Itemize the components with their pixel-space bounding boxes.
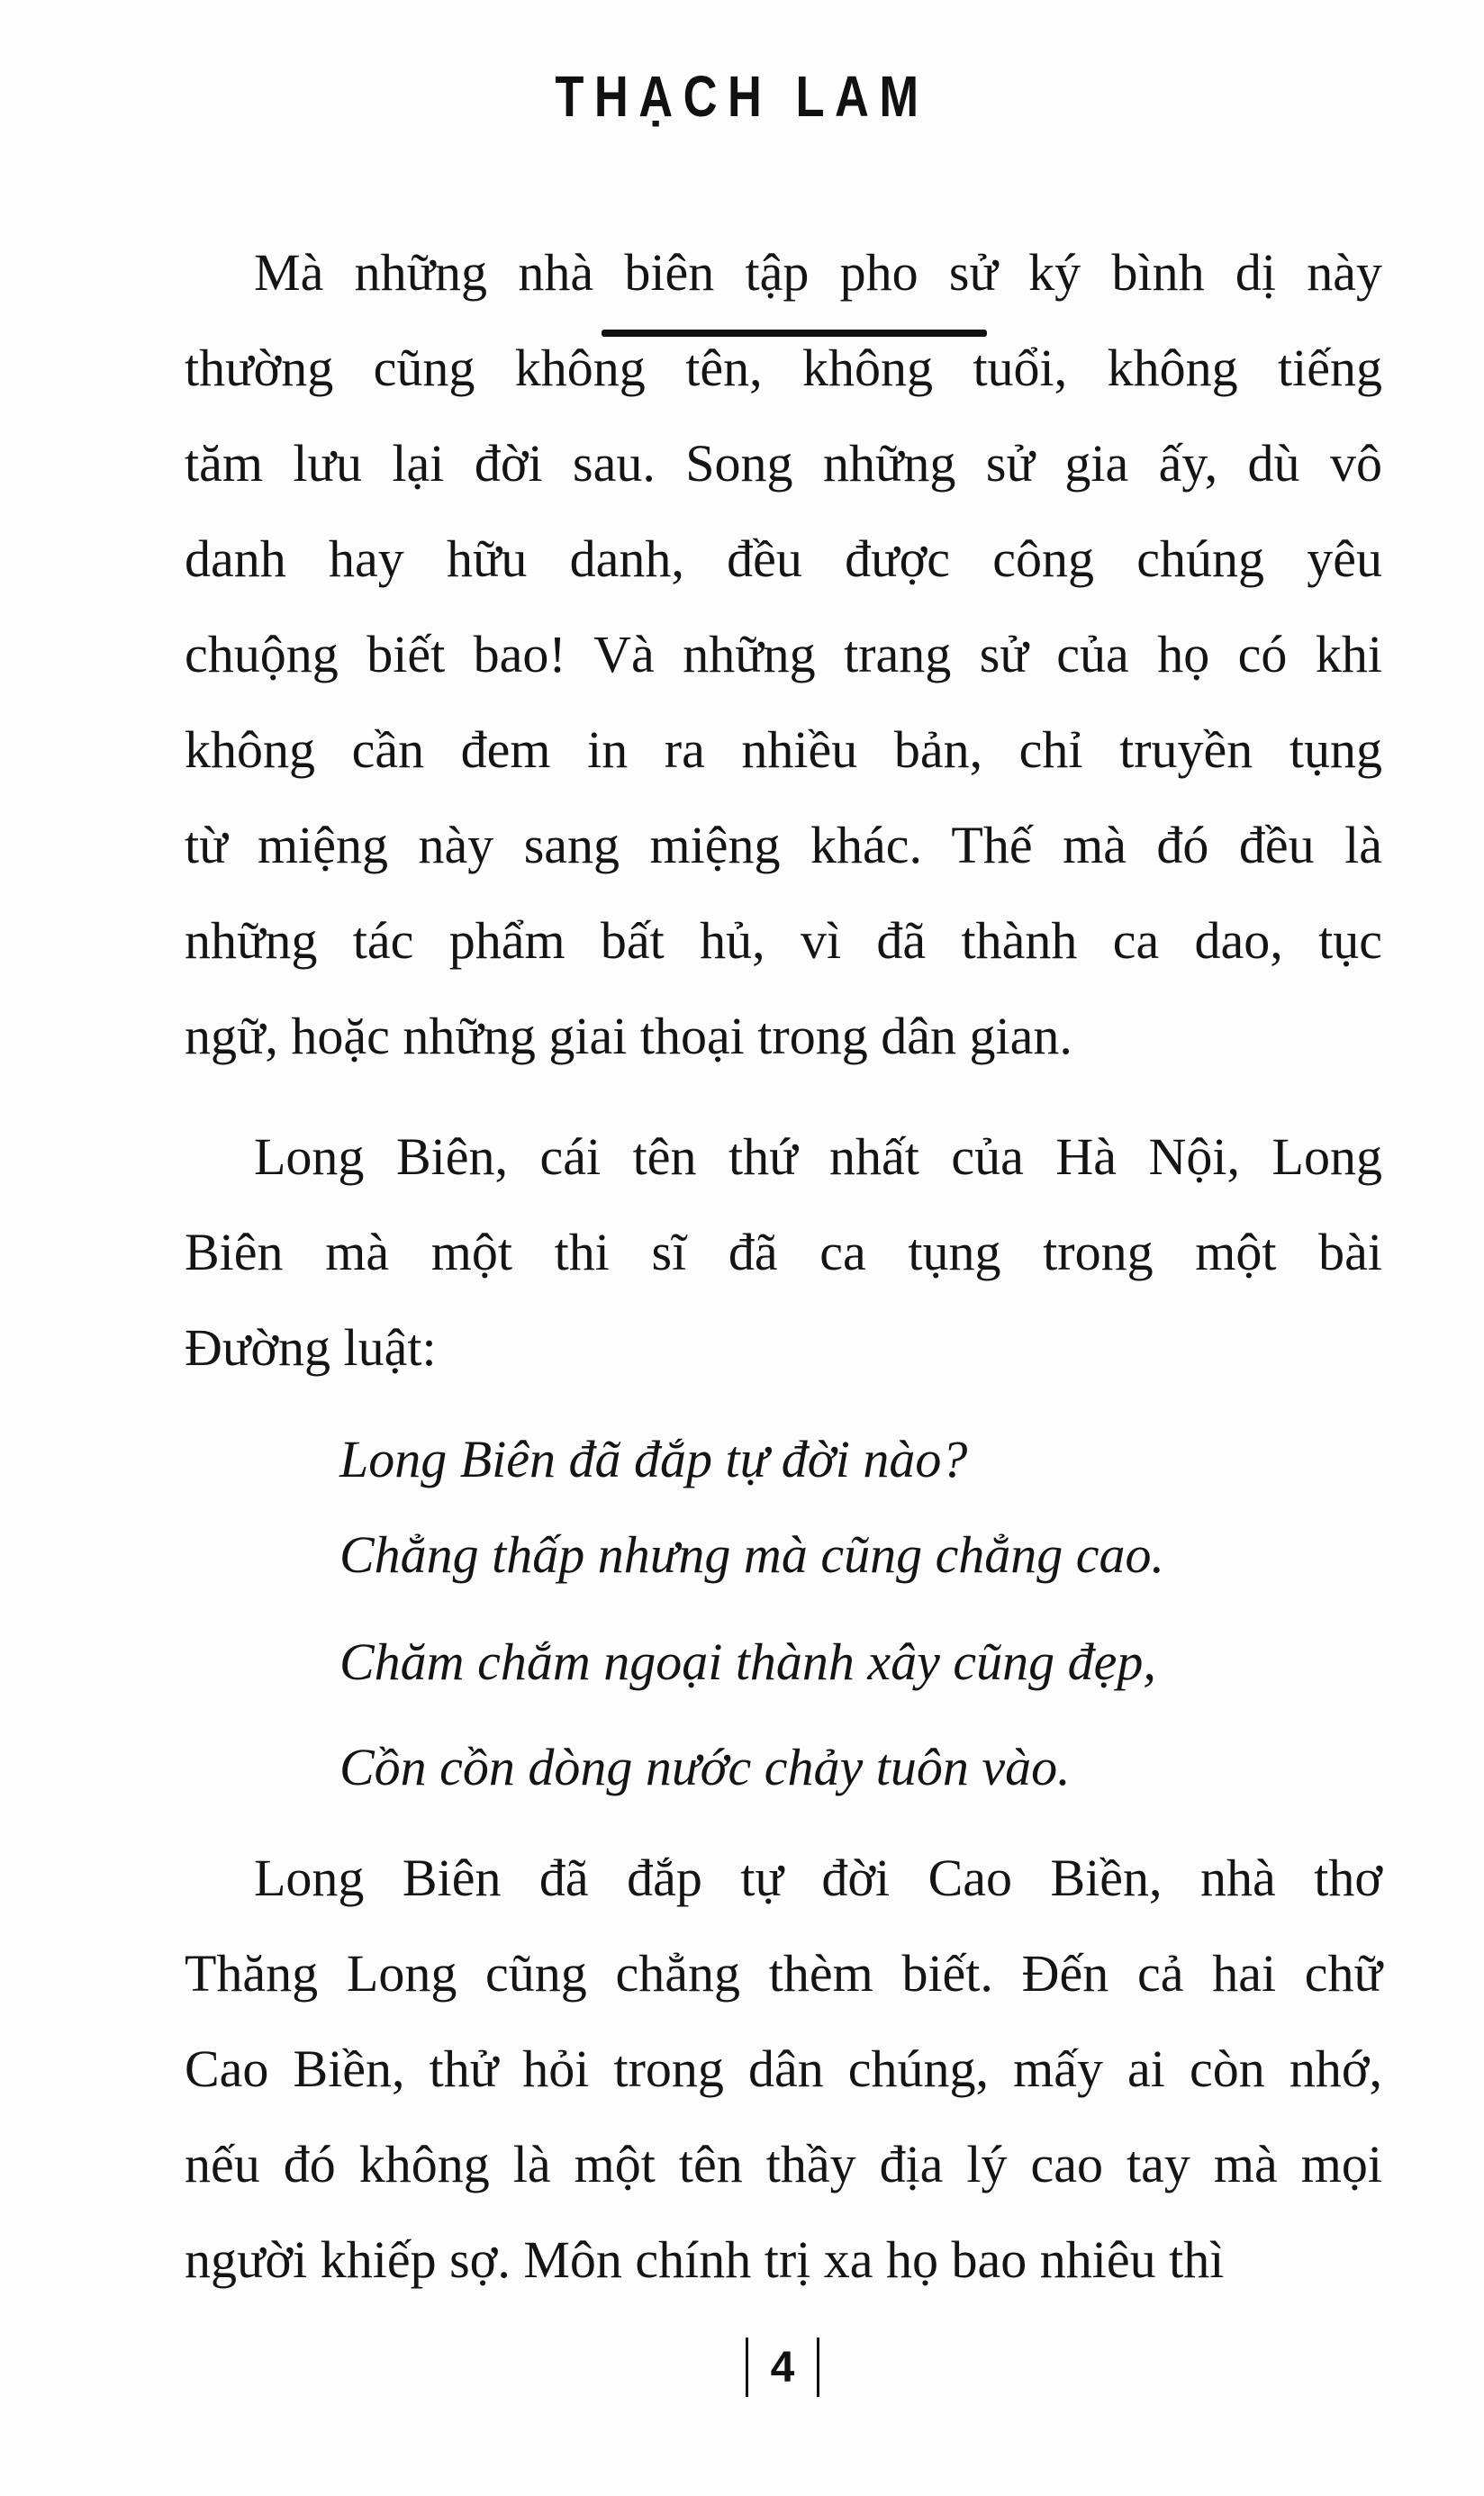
poem-verse-line: Long Biên đã đắp tự đời nào? bbox=[339, 1430, 968, 1488]
paragraph-2-line: Biên mà một thi sĩ đã ca tụng trong một bài bbox=[185, 1223, 1382, 1281]
paragraph-1-line: từ miệng này sang miệng khác. Thế mà đó đều là bbox=[185, 816, 1382, 874]
page-number-left-bar bbox=[746, 2338, 748, 2397]
paragraph-3-line: Cao Biền, thử hỏi trong dân chúng, mấy ai còn nhớ, bbox=[185, 2039, 1382, 2098]
paragraph-1-line: không cần đem in ra nhiều bản, chỉ truyền tụng bbox=[185, 720, 1382, 779]
page-number bbox=[742, 2338, 823, 2397]
page-number-value: 4 bbox=[770, 2343, 795, 2392]
paragraph-1-line: danh hay hữu danh, đều được công chúng yêu bbox=[185, 529, 1382, 588]
poem-verse-line: Chẳng thấp nhưng mà cũng chẳng cao. bbox=[339, 1525, 1165, 1584]
paragraph-1-line: ngữ, hoặc những giai thoại trong dân gian. bbox=[185, 1007, 1072, 1065]
paragraph-1-line: tăm lưu lại đời sau. Song những sử gia ấy, dù vô bbox=[185, 434, 1382, 493]
paragraph-1-line: Mà những nhà biên tập pho sử ký bình dị này bbox=[254, 243, 1382, 302]
paragraph-3-line: nếu đó không là một tên thầy địa lý cao tay mà mọi bbox=[185, 2135, 1382, 2193]
poem-verse-line: Chăm chắm ngoại thành xây cũng đẹp, bbox=[339, 1632, 1156, 1691]
paragraph-3-line: người khiếp sợ. Môn chính trị xa họ bao nhiêu thì bbox=[185, 2230, 1225, 2289]
paragraph-3-line: Thăng Long cũng chẳng thèm biết. Đến cả hai chữ bbox=[185, 1944, 1382, 2003]
paragraph-1-line: chuộng biết bao! Và những trang sử của họ có khi bbox=[185, 625, 1382, 683]
paragraph-1-line: thường cũng không tên, không tuổi, không tiếng bbox=[185, 339, 1382, 397]
poem-verse-line: Cồn cồn dòng nước chảy tuôn vào. bbox=[339, 1738, 1071, 1796]
running-header-author: THẠCH LAM bbox=[555, 64, 929, 129]
page-number-right-bar bbox=[817, 2338, 819, 2397]
paragraph-3-line: Long Biên đã đắp tự đời Cao Biền, nhà thơ bbox=[254, 1849, 1382, 1907]
paragraph-2-line: Long Biên, cái tên thứ nhất của Hà Nội, Long bbox=[254, 1127, 1382, 1186]
paragraph-2-line: Đường luật: bbox=[185, 1318, 437, 1377]
paragraph-1-line: những tác phẩm bất hủ, vì đã thành ca dao, tục bbox=[185, 911, 1382, 970]
